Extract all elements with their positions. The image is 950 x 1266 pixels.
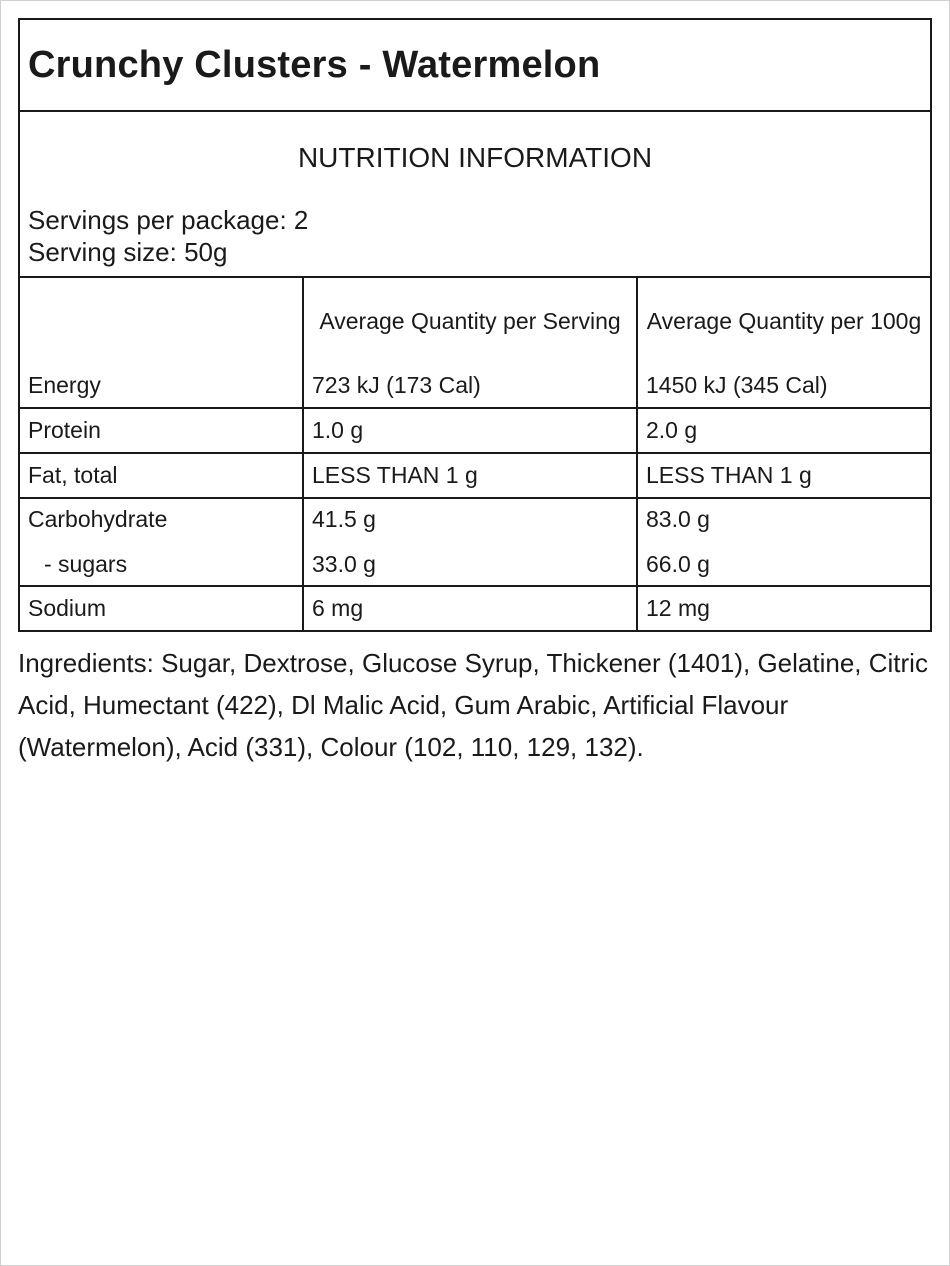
nutrient-name: Energy — [20, 364, 303, 408]
sub-nutrient-per-100g: 66.0 g — [646, 551, 710, 577]
sub-nutrient-per-serving: 33.0 g — [312, 551, 376, 577]
nutrition-info-block — [20, 112, 930, 278]
nutrition-heading: NUTRITION INFORMATION — [297, 142, 653, 173]
nutrient-name: Carbohydrate — [28, 506, 168, 532]
nutrient-per-100g: 83.0 g — [646, 506, 710, 532]
nutrient-name: Protein — [20, 408, 303, 453]
servings-info — [28, 204, 308, 268]
table-row-protein — [20, 408, 930, 453]
nutrient-per-serving: LESS THAN 1 g — [303, 453, 637, 498]
nutrient-per-100g: 1450 kJ (345 Cal) — [646, 372, 828, 398]
servings-per-package: Servings per package: 2 — [28, 205, 309, 235]
nutrient-per-serving: 6 mg — [303, 586, 637, 630]
product-title: Crunchy Clusters - Watermelon — [28, 43, 601, 86]
nutrition-table — [20, 278, 930, 630]
table-row-fat — [20, 453, 930, 498]
nutrient-per-100g: LESS THAN 1 g — [646, 462, 812, 488]
header-per-100g: Average Quantity per 100g — [646, 308, 922, 334]
nutrient-name: Sodium — [20, 586, 303, 630]
nutrient-per-serving-cell — [303, 498, 637, 586]
sub-nutrient-name: - sugars — [44, 551, 128, 577]
header-per-serving: Average Quantity per Serving — [303, 278, 637, 364]
table-header-row — [20, 278, 930, 364]
nutrient-per-serving: 723 kJ (173 Cal) — [303, 364, 637, 408]
title-row — [20, 20, 930, 112]
table-row-energy — [20, 364, 930, 408]
header-nutrient — [20, 278, 303, 364]
nutrient-per-100g: 2.0 g — [646, 417, 698, 443]
table-row-carbohydrate — [20, 498, 930, 586]
table-row-sodium — [20, 586, 930, 630]
nutrition-label — [18, 18, 932, 632]
nutrient-per-serving: 1.0 g — [303, 408, 637, 453]
serving-size: Serving size: 50g — [28, 237, 228, 267]
nutrient-per-100g: 12 mg — [646, 595, 710, 621]
nutrient-name-cell — [20, 498, 303, 586]
nutrient-per-100g-cell — [637, 498, 930, 586]
nutrient-per-serving: 41.5 g — [312, 506, 376, 532]
ingredients-text: Ingredients: Sugar, Dextrose, Glucose Syrup, Thickener (1401), Gelatine, Citric Acid, Humectant (422), Dl Malic Acid, Gum Arabic, Artificial Flavour (Watermelon), Acid (331), Colour (102, 110, 129, 132). — [18, 648, 928, 762]
nutrient-name: Fat, total — [20, 453, 303, 498]
